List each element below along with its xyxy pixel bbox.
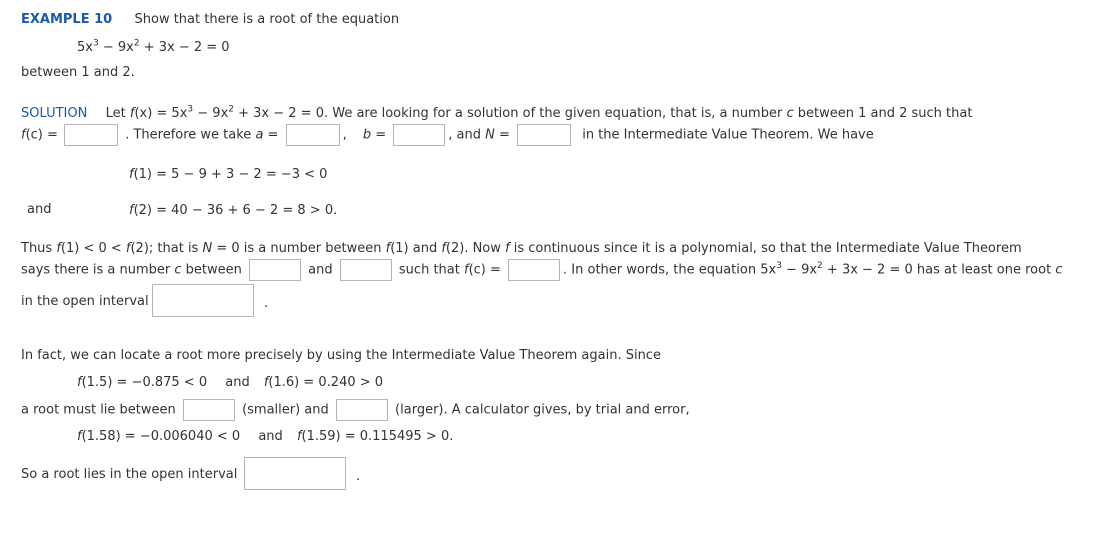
open-interval-label: in the open interval (21, 294, 149, 309)
thus-line-1: Thus f(1) < 0 < f(2); that is N = 0 is a number between f(1) and f(2). Now f is continuous since it is a polynomial, so that the Intermediate Value Theorem (21, 241, 1022, 256)
period-1: . (264, 296, 269, 311)
open-interval-input-1[interactable] (152, 284, 254, 317)
f1-line: f(1) = 5 − 9 + 3 − 2 = −3 < 0 (129, 167, 328, 182)
b-answer-input[interactable] (393, 124, 445, 146)
fc-answer-input[interactable] (64, 124, 118, 146)
larger-input[interactable] (336, 399, 388, 421)
f2-line: f(2) = 40 − 36 + 6 − 2 = 8 > 0. (129, 203, 338, 218)
fc-value-input[interactable] (508, 259, 560, 281)
prompt-text: Show that there is a root of the equation (134, 12, 400, 27)
solution-line-1: SOLUTION Let $f(x) = 5x^3 - 9x^2 + 3x - 2 = 0$. We are looking for a solution of the given equation, that is, a number c between 1 and 2 such that (21, 104, 973, 121)
c-lower-input[interactable] (249, 259, 301, 281)
solution-label: SOLUTION (21, 106, 88, 121)
open-interval-input-2[interactable] (244, 457, 346, 490)
between-text: between 1 and 2. (21, 65, 135, 80)
f15-line: f(1.5) = −0.875 < 0 and f(1.6) = 0.240 > 0 (77, 375, 384, 390)
equation: $5x^3 - 9x^2 + 3x - 2 = 0$ (77, 38, 230, 55)
smaller-input[interactable] (183, 399, 235, 421)
so-root-label: So a root lies in the open interval (21, 467, 238, 482)
a-answer-input[interactable] (286, 124, 340, 146)
thus-line-2: says there is a number c between and such that f(c) = . In other words, the equation $5x^3 - 9x^2 + 3x - 2 = 0$ has at least one root c (21, 259, 1062, 281)
root-between-line: a root must lie between (smaller) and (larger). A calculator gives, by trial and error, (21, 399, 690, 421)
period-2: . (356, 469, 361, 484)
solution-line-2: f(c) = . Therefore we take a = , b = , and N = in the Intermediate Value Theorem. We have (21, 124, 874, 146)
c-upper-input[interactable] (340, 259, 392, 281)
f158-line: f(1.58) = −0.006040 < 0 and f(1.59) = 0.115495 > 0. (77, 429, 454, 444)
example-label: EXAMPLE 10 (21, 12, 113, 27)
and-label-1: and (27, 202, 52, 217)
n-answer-input[interactable] (517, 124, 571, 146)
fact-line: In fact, we can locate a root more precisely by using the Intermediate Value Theorem again. Since (21, 348, 661, 363)
